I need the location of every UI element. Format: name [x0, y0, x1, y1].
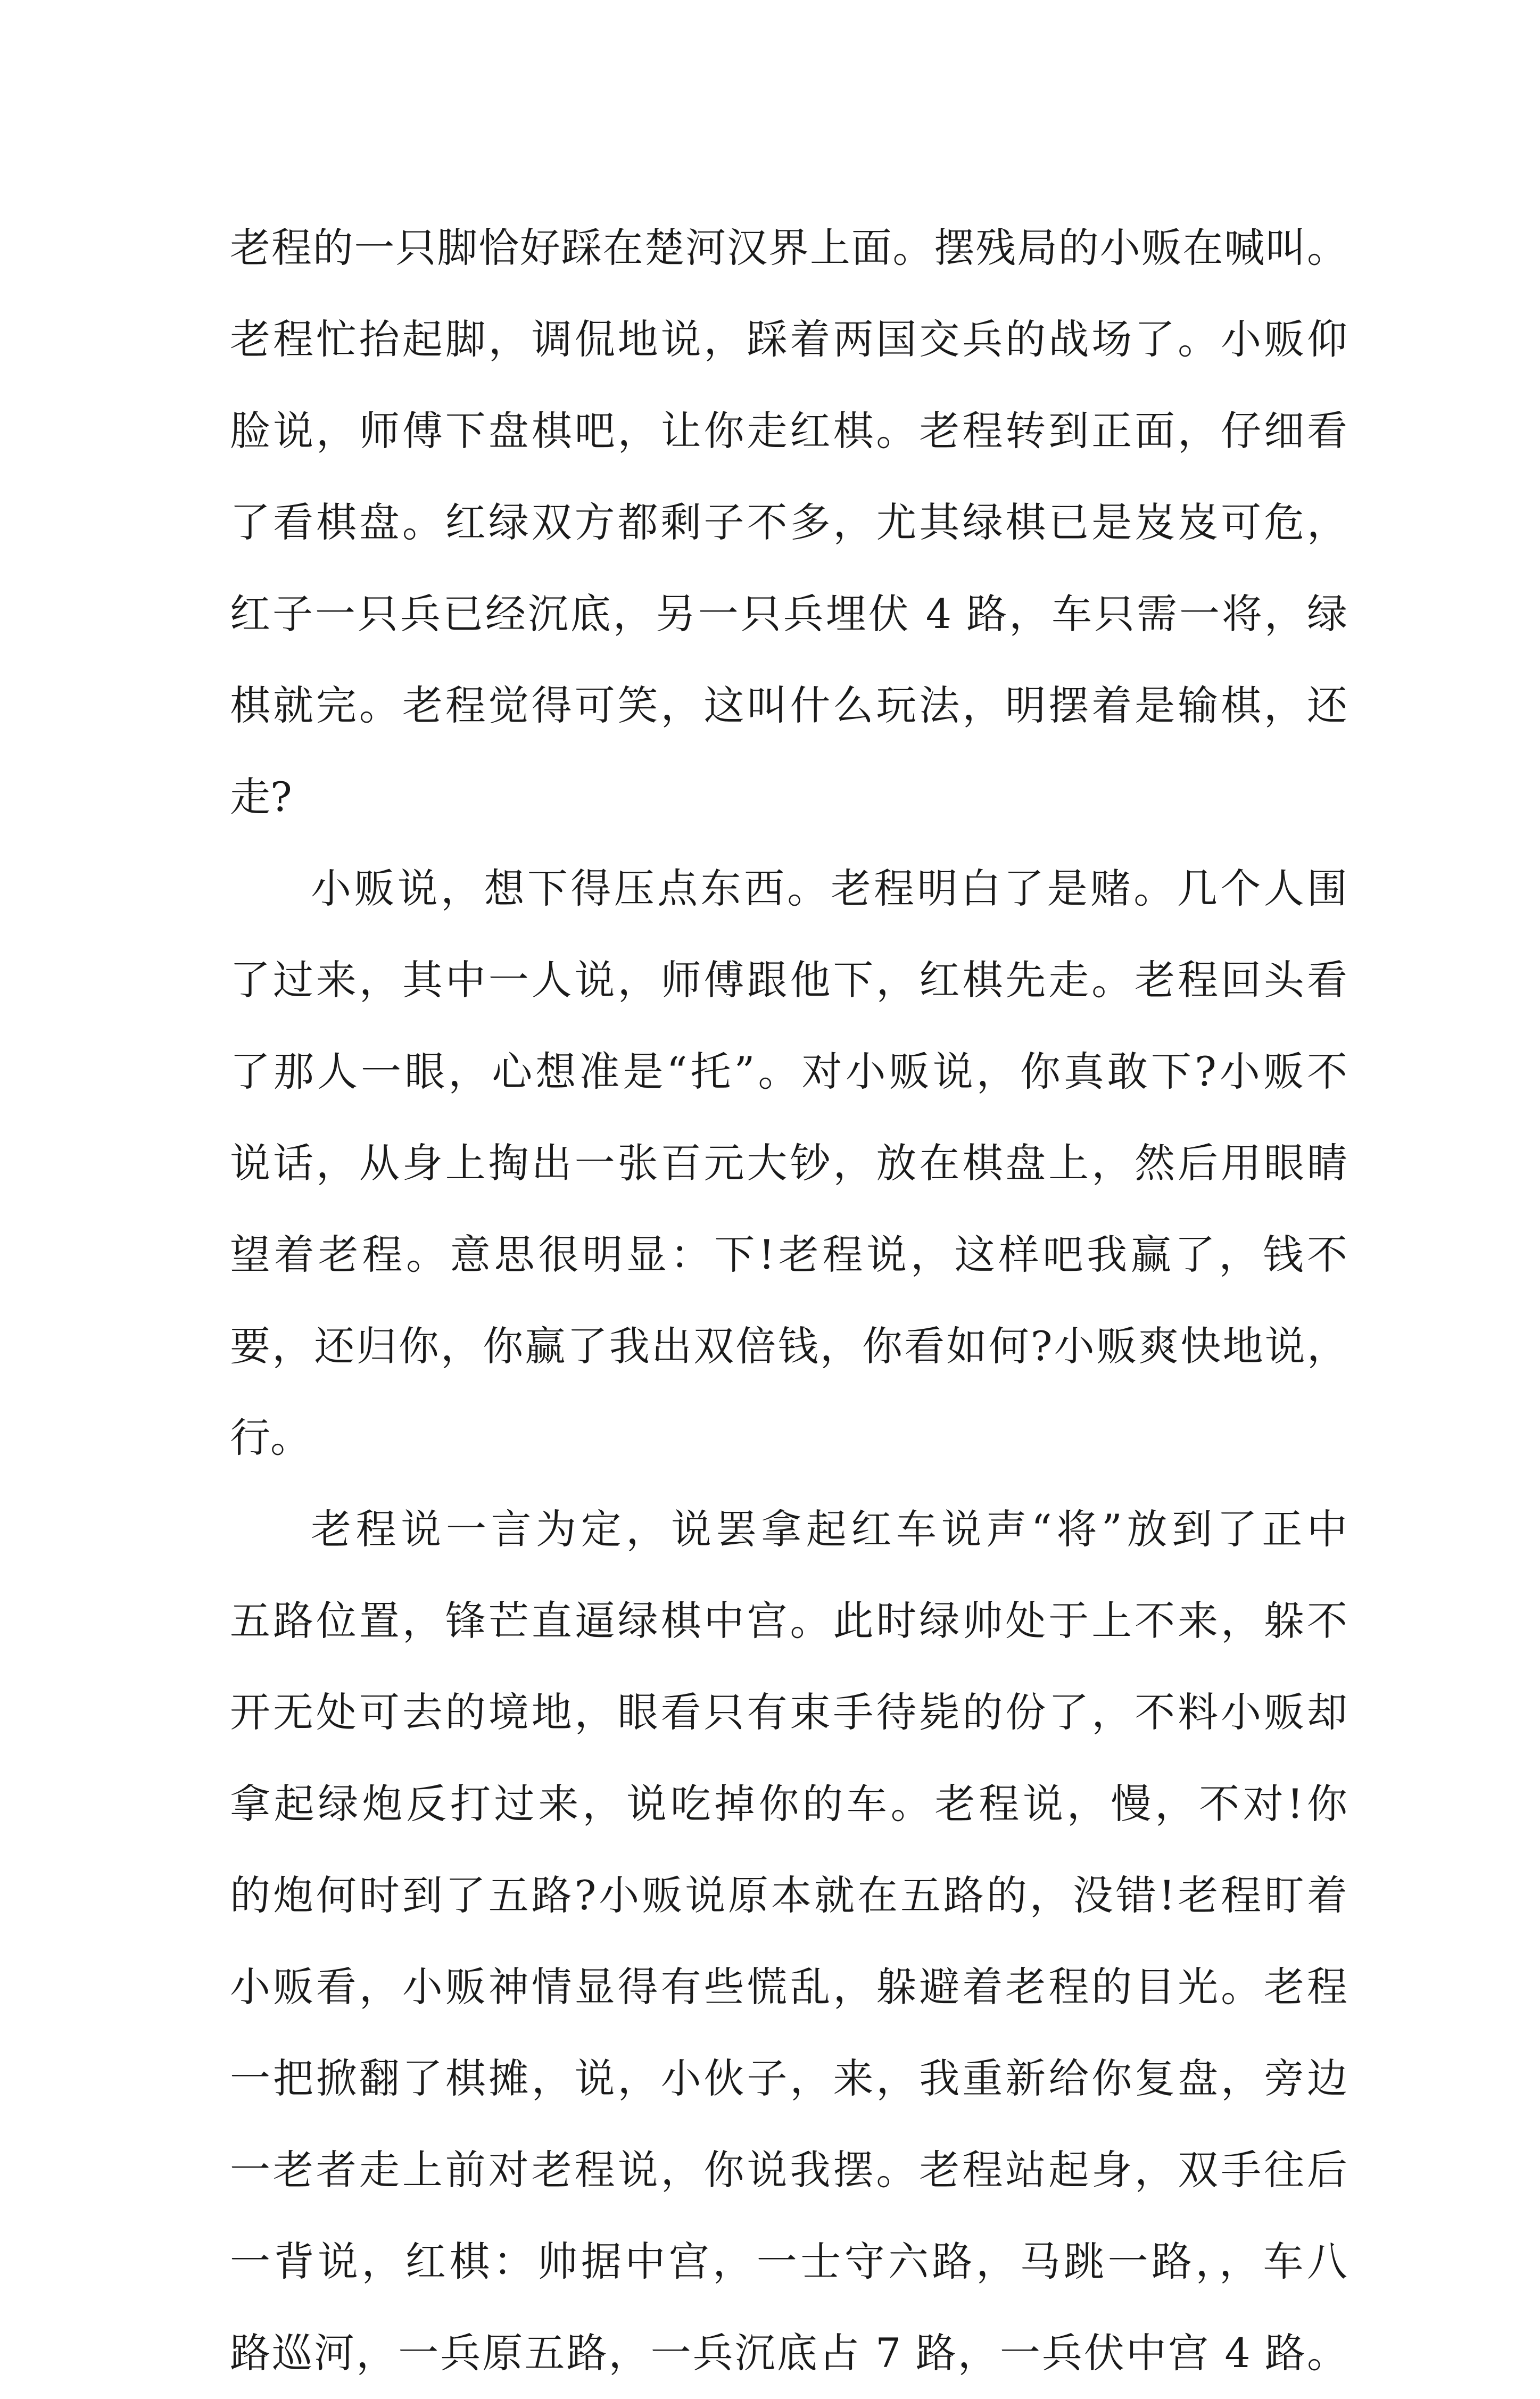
text-line: 一老者走上前对老程说，你说我摆。老程站起身，双手往后	[230, 2146, 1347, 2194]
paragraph	[230, 1484, 1347, 2399]
text-line: 老程忙抬起脚，调侃地说，踩着两国交兵的战场了。小贩仰	[230, 316, 1347, 363]
text-line: 一把掀翻了棋摊，说，小伙子，来，我重新给你复盘，旁边	[230, 2055, 1347, 2102]
text-line: 走?	[230, 773, 292, 821]
text-line: 望着老程。意思很明显：下!老程说，这样吧我赢了，钱不	[230, 1231, 1347, 1278]
text-line: 老程说一言为定，说罢拿起红车说声“将”放到了正中	[311, 1505, 1347, 1553]
text-line: 小贩看，小贩神情显得有些慌乱，躲避着老程的目光。老程	[230, 1963, 1347, 2011]
text-line: 路巡河，一兵原五路，一兵沉底占 7 路，一兵伏中宫 4 路。	[230, 2329, 1347, 2377]
text-line: 了那人一眼，心想准是“托”。对小贩说，你真敢下?小贩不	[230, 1048, 1347, 1095]
text-line: 说话，从身上掏出一张百元大钞，放在棋盘上，然后用眼睛	[230, 1139, 1347, 1187]
text-line: 红子一只兵已经沉底，另一只兵埋伏 4 路，车只需一将，绿	[230, 590, 1347, 638]
text-line: 开无处可去的境地，眼看只有束手待毙的份了，不料小贩却	[230, 1689, 1347, 1736]
text-line: 的炮何时到了五路?小贩说原本就在五路的，没错!老程盯着	[230, 1872, 1347, 1919]
text-line: 一背说，红棋：帅据中宫，一士守六路，马跳一路，，车八	[230, 2238, 1347, 2285]
text-line: 五路位置，锋芒直逼绿棋中宫。此时绿帅处于上不来，躲不	[230, 1597, 1347, 1644]
text-line: 老程的一只脚恰好踩在楚河汉界上面。摆残局的小贩在喊叫。	[230, 224, 1347, 271]
text-line: 要，还归你，你赢了我出双倍钱，你看如何?小贩爽快地说，	[230, 1322, 1347, 1370]
text-line: 棋就完。老程觉得可笑，这叫什么玩法，明摆着是输棋，还	[230, 682, 1347, 729]
text-line: 了过来，其中一人说，师傅跟他下，红棋先走。老程回头看	[230, 956, 1347, 1004]
paragraph	[230, 843, 1347, 1484]
text-line: 小贩说，想下得压点东西。老程明白了是赌。几个人围	[311, 865, 1347, 912]
text-line: 脸说，师傅下盘棋吧，让你走红棋。老程转到正面，仔细看	[230, 407, 1347, 454]
text-line: 拿起绿炮反打过来，说吃掉你的车。老程说，慢，不对!你	[230, 1780, 1347, 1827]
paragraph	[230, 202, 1347, 843]
text-line: 了看棋盘。红绿双方都剩子不多，尤其绿棋已是岌岌可危，	[230, 499, 1347, 546]
text-line: 行。	[230, 1414, 311, 1461]
body-text	[230, 202, 1347, 2399]
